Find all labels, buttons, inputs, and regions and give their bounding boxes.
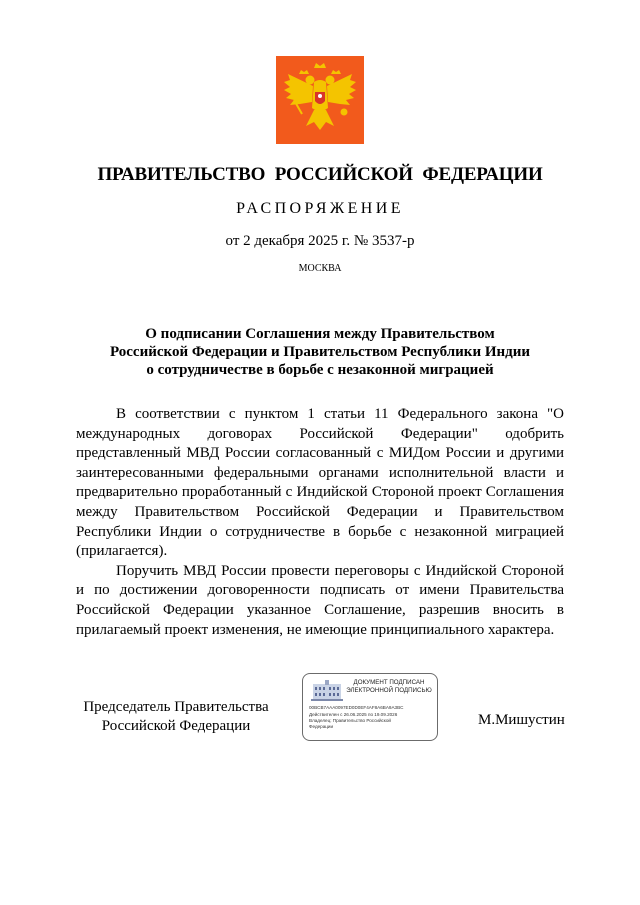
electronic-signature-stamp xyxy=(302,673,438,741)
stamp-owner: Владелец: Правительство Российской xyxy=(309,718,391,723)
stamp-heading xyxy=(343,679,435,695)
document-subject xyxy=(80,325,560,379)
document-date-number: от 2 декабря 2025 г. № 3537-р xyxy=(225,233,415,249)
body-paragraph: Поручить МВД России провести переговоры с Индийской Стороной и по достижении договоренности подписать от имени Правительства Российской Федерации указанное Соглашение, разрешив вносить в прилагаемый проект изменения, не имеющие принципиального характера. xyxy=(76,562,564,638)
document-type: РАСПОРЯЖЕНИЕ xyxy=(236,200,404,217)
subject-line: о сотрудничестве в борьбе с незаконной миграцией xyxy=(146,362,494,378)
signatory-title-line: Председатель Правительства xyxy=(83,699,269,715)
signatory-title xyxy=(76,698,276,736)
document-body xyxy=(76,405,564,640)
signatory-title-line: Российской Федерации xyxy=(101,718,251,734)
stamp-heading-line: ЭЛЕКТРОННОЙ ПОДПИСЬЮ xyxy=(346,687,432,694)
government-title: ПРАВИТЕЛЬСТВО РОССИЙСКОЙ ФЕДЕРАЦИИ xyxy=(97,164,543,185)
government-building-icon xyxy=(311,680,343,702)
subject-line: О подписании Соглашения между Правительством xyxy=(145,326,495,342)
subject-line: Российской Федерации и Правительством Республики Индии xyxy=(109,344,531,360)
stamp-owner: Федерации xyxy=(309,724,334,729)
stamp-validity: Действителен с 26.06.2025 по 19.09.2026 xyxy=(309,712,398,717)
stamp-certificate: 00BCB7AAA0097ED0D0EF4AF8A6BA9A3BC xyxy=(309,705,404,710)
body-paragraph: В соответствии с пунктом 1 статьи 11 Федерального закона "О международных договорах Российской Федерации" одобрить представленный МВД России согласованный с МИДом России и другими заинтересованными федеральными органами исполнительной власти и предварительно проработанный с Индийской Стороной проект Соглашения между Правительством Российской Федерации и Правительством Республики Индии о сотрудничестве в борьбе с незаконной миграцией (прилагается). xyxy=(76,406,564,560)
stamp-heading-line: ДОКУМЕНТ ПОДПИСАН xyxy=(353,679,425,686)
document-city: МОСКВА xyxy=(298,263,342,274)
coat-of-arms-icon xyxy=(276,56,364,144)
signatory-name: М.Мишустин xyxy=(478,712,565,728)
